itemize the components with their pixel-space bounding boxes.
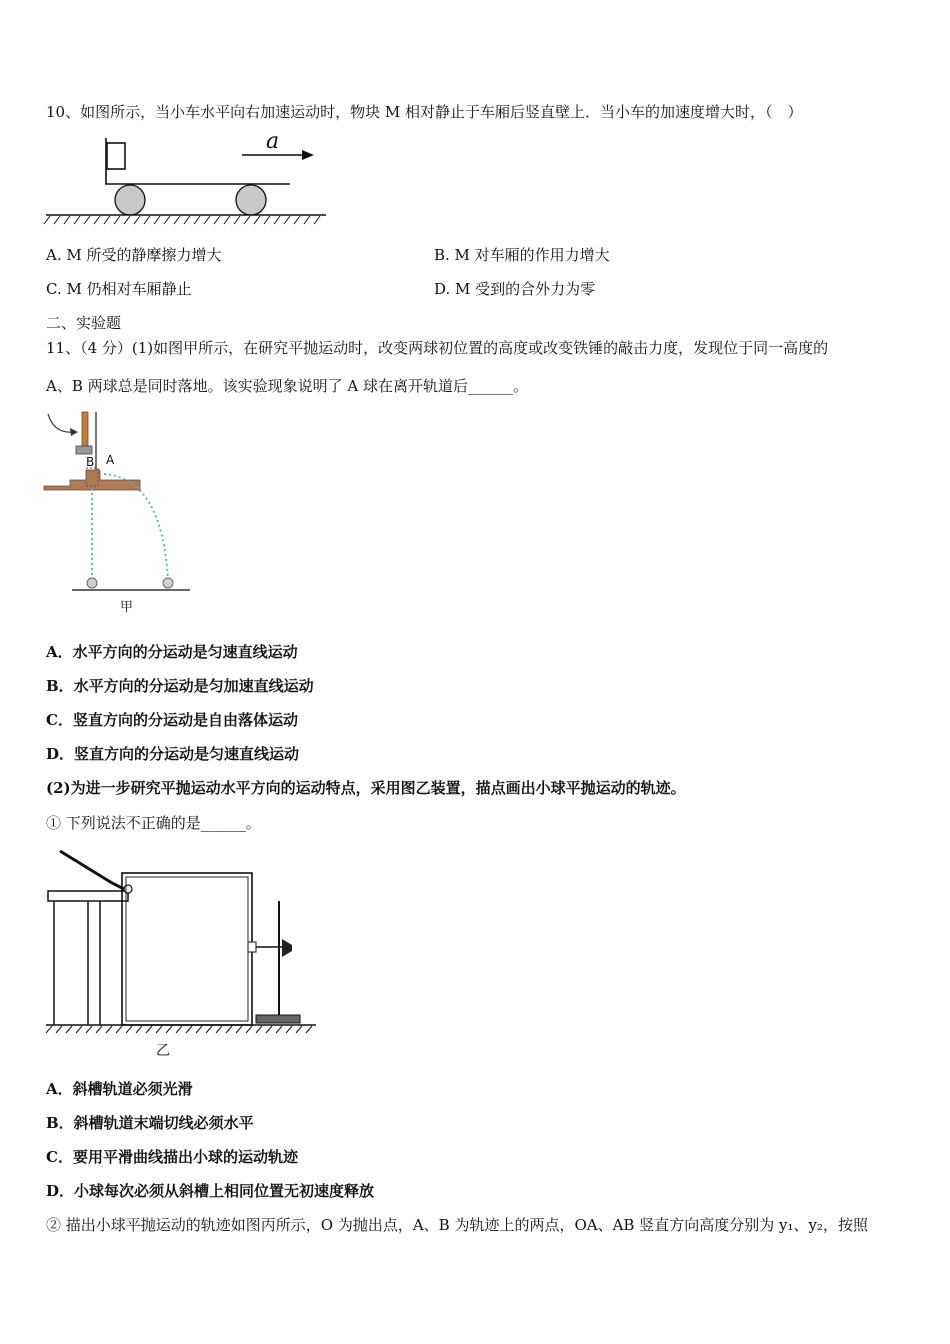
q11-part1-option-b: B．水平方向的分运动是匀加速直线运动 (46, 677, 314, 695)
q11-stem-line1: 11、（4 分）(1)如图甲所示，在研究平抛运动时，改变两球初位置的高度或改变铁锤的敲击力度，发现位于同一高度的 (46, 339, 829, 357)
q10-option-b: B. M 对车厢的作用力增大 (434, 246, 610, 264)
q11-stem-line2: A、B 两球总是同时落地。该实验现象说明了 A 球在离开轨道后______。 (46, 377, 528, 395)
q10-option-d: D. M 受到的合外力为零 (434, 280, 596, 298)
q11-sub1: ① 下列说法不正确的是______。 (46, 814, 261, 832)
q10-cart-figure (44, 128, 334, 228)
fig-jia-caption: 甲 (120, 600, 134, 615)
accel-label: a (266, 129, 280, 154)
q11-part2-stem: (2)为进一步研究平抛运动水平方向的运动特点，采用图乙装置，描点画出小球平抛运动的轨迹。 (46, 779, 686, 797)
label-b: B (86, 455, 95, 469)
label-a: A (106, 453, 115, 467)
fig-yi-caption: 乙 (156, 1043, 170, 1059)
section-title: 二、实验题 (46, 314, 122, 332)
q11-part1-option-c: C．竖直方向的分运动是自由落体运动 (46, 711, 298, 729)
q10-stem: 10、如图所示，当小车水平向右加速运动时，物块 M 相对静止于车厢后竖直壁上．当小车的加速度增大时，（ ） (46, 103, 803, 121)
q10-option-c: C. M 仍相对车厢静止 (46, 280, 192, 298)
q11-figure-jia (44, 408, 204, 618)
q11-part1-option-a: A．水平方向的分运动是匀速直线运动 (46, 643, 298, 661)
q11-part2-option-a: A．斜槽轨道必须光滑 (46, 1080, 193, 1098)
q11-part2-option-c: C．要用平滑曲线描出小球的运动轨迹 (46, 1148, 298, 1166)
q11-figure-yi (44, 843, 324, 1063)
q10-option-a: A. M 所受的静摩擦力增大 (46, 246, 222, 264)
q11-part2-option-b: B．斜槽轨道末端切线必须水平 (46, 1114, 254, 1132)
q11-part1-option-d: D．竖直方向的分运动是匀速直线运动 (46, 745, 300, 763)
q11-part2-option-d: D．小球每次必须从斜槽上相同位置无初速度释放 (46, 1182, 375, 1200)
q11-sub2: ② 描出小球平抛运动的轨迹如图丙所示，O 为抛出点，A、B 为轨迹上的两点，OA、AB 竖直方向高度分别为 y₁、y₂，按照 (46, 1216, 868, 1234)
